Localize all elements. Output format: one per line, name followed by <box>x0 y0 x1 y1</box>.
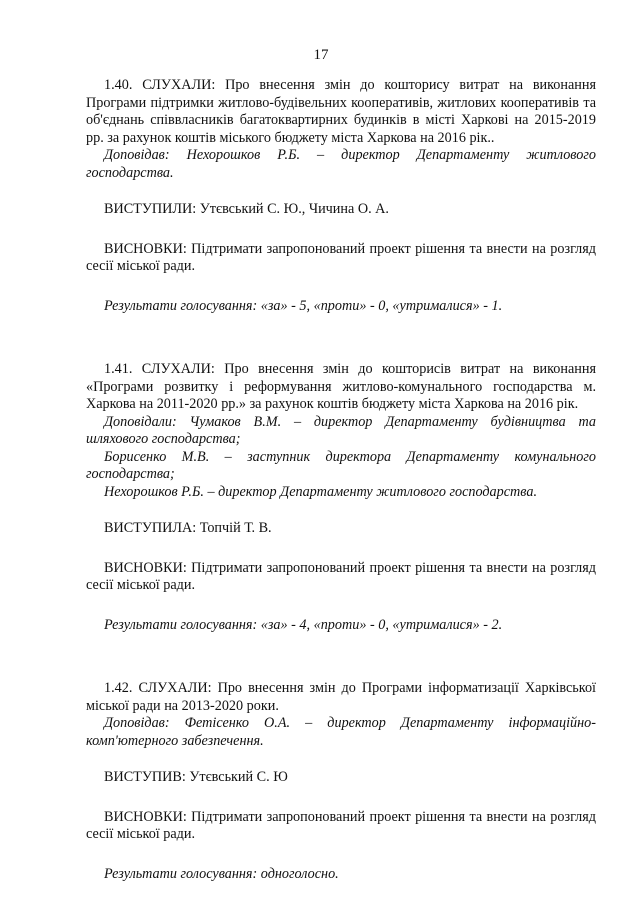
agenda-item-1-40 <box>86 77 596 315</box>
heard-paragraph: 1.42. СЛУХАЛИ: Про внесення змін до Програми інформатизації Харківської міської ради на 2013-2020 роки. <box>86 680 596 714</box>
minutes-content <box>86 77 596 883</box>
conclusion-paragraph: ВИСНОВКИ: Підтримати запропонований проект рішення та внести на розгляд сесії міської ради. <box>86 240 596 274</box>
conclusion-paragraph: ВИСНОВКИ: Підтримати запропонований проект рішення та внести на розгляд сесії міської ради. <box>86 559 596 593</box>
spoke-line: ВИСТУПИЛИ: Утєвський С. Ю., Чичина О. А. <box>104 201 389 217</box>
heard-paragraph: 1.40. СЛУХАЛИ: Про внесення змін до кошторису витрат на виконання Програми підтримки житлово-будівельних кооперативів, житлових кооперативів та об'єднань співвласників багатоквартирних будинків в місті Харкові на 2015-2019 рр. за рахунок коштів міського бюджету міста Харкова на 2016 рік.. <box>86 77 596 146</box>
speaker-line: Нехорошков Р.Б. – директор Департаменту житлового господарства. <box>104 483 537 500</box>
heard-paragraph: 1.41. СЛУХАЛИ: Про внесення змін до кошторисів витрат на виконання «Програми розвитку і реформування житлово-комунального господарства м. Харкова на 2011-2020 рр.» за рахунок коштів бюджету міста Харкова на 2016 рік. <box>86 361 596 412</box>
vote-result: Результати голосування: «за» - 5, «проти» - 0, «утрималися» - 1. <box>104 297 503 314</box>
conclusion-paragraph: ВИСНОВКИ: Підтримати запропонований проект рішення та внести на розгляд сесії міської ради. <box>86 808 596 842</box>
agenda-item-1-41 <box>86 361 596 634</box>
spoke-line: ВИСТУПИВ: Утєвський С. Ю <box>104 769 288 785</box>
page-number: 17 <box>313 47 329 63</box>
speaker-line: Борисенко М.В. – заступник директора Департаменту комунального господарства; <box>86 448 596 482</box>
spoke-line: ВИСТУПИЛА: Топчій Т. В. <box>104 520 272 536</box>
speaker-line: Доповідав: Фетісенко О.А. – директор Департаменту інформаційно-комп'ютерного забезпечення. <box>86 715 596 749</box>
speaker-line: Доповідав: Нехорошков Р.Б. – директор Департаменту житлового господарства. <box>86 147 596 181</box>
vote-result: Результати голосування: одноголосно. <box>104 865 339 882</box>
agenda-item-1-42 <box>86 680 596 883</box>
vote-result: Результати голосування: «за» - 4, «проти» - 0, «утрималися» - 2. <box>104 616 503 633</box>
speaker-line: Доповідали: Чумаков В.М. – директор Департаменту будівництва та шляхового господарства; <box>86 413 596 447</box>
